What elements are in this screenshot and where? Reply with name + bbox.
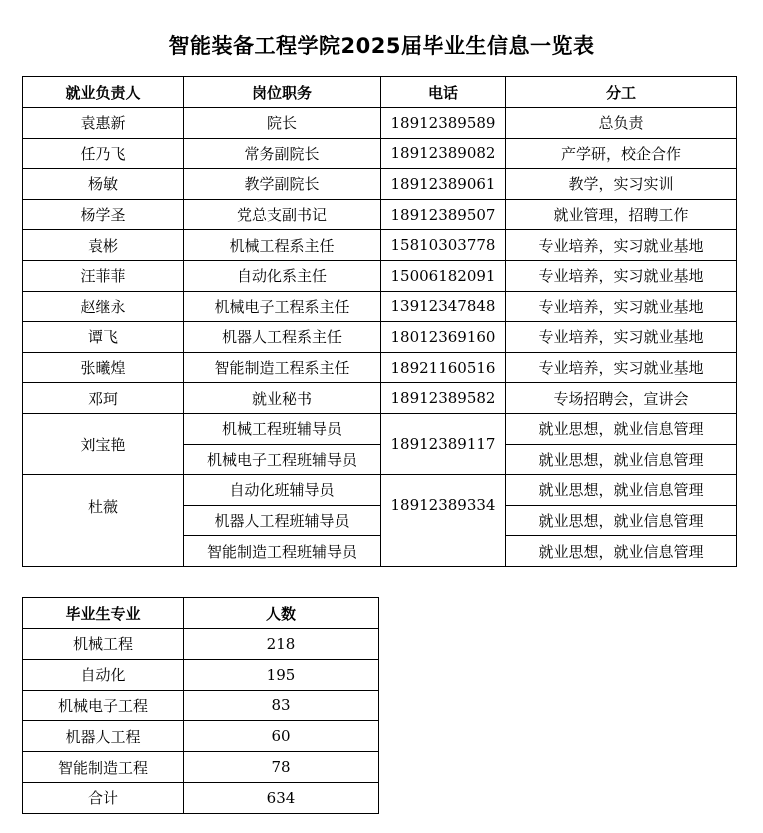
table-row [23,199,737,230]
table-row [23,752,379,783]
phone-cell-merged: 18912389117 [381,413,506,474]
owner-cell: 袁彬 [23,230,184,261]
position-cell: 就业秘书 [184,383,381,414]
owner-cell: 汪菲菲 [23,260,184,291]
page-title: 智能装备工程学院2025届毕业生信息一览表 [168,34,595,58]
staff-table [22,76,737,567]
phone-cell: 18012369160 [381,322,506,353]
table-row [23,169,737,200]
duty-cell: 产学研，校企合作 [506,138,737,169]
phone-cell: 18921160516 [381,352,506,383]
position-cell: 机械工程系主任 [184,230,381,261]
count-cell: 60 [184,721,379,752]
duty-cell: 就业思想，就业信息管理 [506,444,737,475]
position-cell: 院长 [184,108,381,139]
table-row [23,690,379,721]
owner-cell-merged: 杜薇 [23,475,184,567]
table-row [23,475,737,506]
major-cell: 机器人工程 [23,721,184,752]
header-phone: 电话 [381,77,506,108]
position-cell: 机械工程班辅导员 [184,413,381,444]
position-cell: 机器人工程班辅导员 [184,505,381,536]
owner-cell: 邓珂 [23,383,184,414]
phone-cell: 18912389061 [381,169,506,200]
owner-cell-merged: 刘宝艳 [23,413,184,474]
major-cell: 机械工程 [23,629,184,660]
table-row [23,413,737,444]
position-cell: 自动化班辅导员 [184,475,381,506]
owner-cell: 赵继永 [23,291,184,322]
table-row [23,291,737,322]
duty-cell: 就业思想，就业信息管理 [506,475,737,506]
count-cell: 83 [184,690,379,721]
position-cell: 常务副院长 [184,138,381,169]
owner-cell: 任乃飞 [23,138,184,169]
major-table [22,597,379,814]
table-row [23,383,737,414]
phone-cell: 15810303778 [381,230,506,261]
position-cell: 机器人工程系主任 [184,322,381,353]
position-cell: 智能制造工程系主任 [184,352,381,383]
staff-header-row [23,77,737,108]
phone-cell: 15006182091 [381,260,506,291]
position-cell: 机械电子工程系主任 [184,291,381,322]
duty-cell: 教学，实习实训 [506,169,737,200]
duty-cell: 专场招聘会，宣讲会 [506,383,737,414]
count-cell: 78 [184,752,379,783]
total-count-cell: 634 [184,782,379,813]
owner-cell: 谭飞 [23,322,184,353]
owner-cell: 袁惠新 [23,108,184,139]
total-label-cell: 合计 [23,782,184,813]
header-position: 岗位职务 [184,77,381,108]
table-row [23,260,737,291]
duty-cell: 专业培养，实习就业基地 [506,260,737,291]
position-cell: 教学副院长 [184,169,381,200]
phone-cell: 18912389507 [381,199,506,230]
duty-cell: 就业管理，招聘工作 [506,199,737,230]
table-row [23,629,379,660]
duty-cell: 专业培养，实习就业基地 [506,230,737,261]
major-cell: 智能制造工程 [23,752,184,783]
duty-cell: 就业思想，就业信息管理 [506,505,737,536]
duty-cell: 就业思想，就业信息管理 [506,536,737,567]
table-row [23,659,379,690]
table-row [23,322,737,353]
owner-cell: 杨学圣 [23,199,184,230]
table-row [23,138,737,169]
position-cell: 智能制造工程班辅导员 [184,536,381,567]
count-cell: 218 [184,629,379,660]
position-cell: 机械电子工程班辅导员 [184,444,381,475]
header-major: 毕业生专业 [23,598,184,629]
phone-cell-merged: 18912389334 [381,475,506,567]
major-header-row [23,598,379,629]
phone-cell: 18912389589 [381,108,506,139]
phone-cell: 18912389082 [381,138,506,169]
owner-cell: 张曦煌 [23,352,184,383]
table-row [23,721,379,752]
table-row [23,352,737,383]
total-row [23,782,379,813]
major-cell: 机械电子工程 [23,690,184,721]
header-count: 人数 [184,598,379,629]
owner-cell: 杨敏 [23,169,184,200]
duty-cell: 专业培养，实习就业基地 [506,352,737,383]
count-cell: 195 [184,659,379,690]
duty-cell: 总负责 [506,108,737,139]
header-duty: 分工 [506,77,737,108]
duty-cell: 就业思想，就业信息管理 [506,413,737,444]
table-row [23,230,737,261]
position-cell: 党总支副书记 [184,199,381,230]
table-row [23,108,737,139]
duty-cell: 专业培养，实习就业基地 [506,291,737,322]
duty-cell: 专业培养，实习就业基地 [506,322,737,353]
phone-cell: 13912347848 [381,291,506,322]
phone-cell: 18912389582 [381,383,506,414]
position-cell: 自动化系主任 [184,260,381,291]
major-cell: 自动化 [23,659,184,690]
header-owner: 就业负责人 [23,77,184,108]
